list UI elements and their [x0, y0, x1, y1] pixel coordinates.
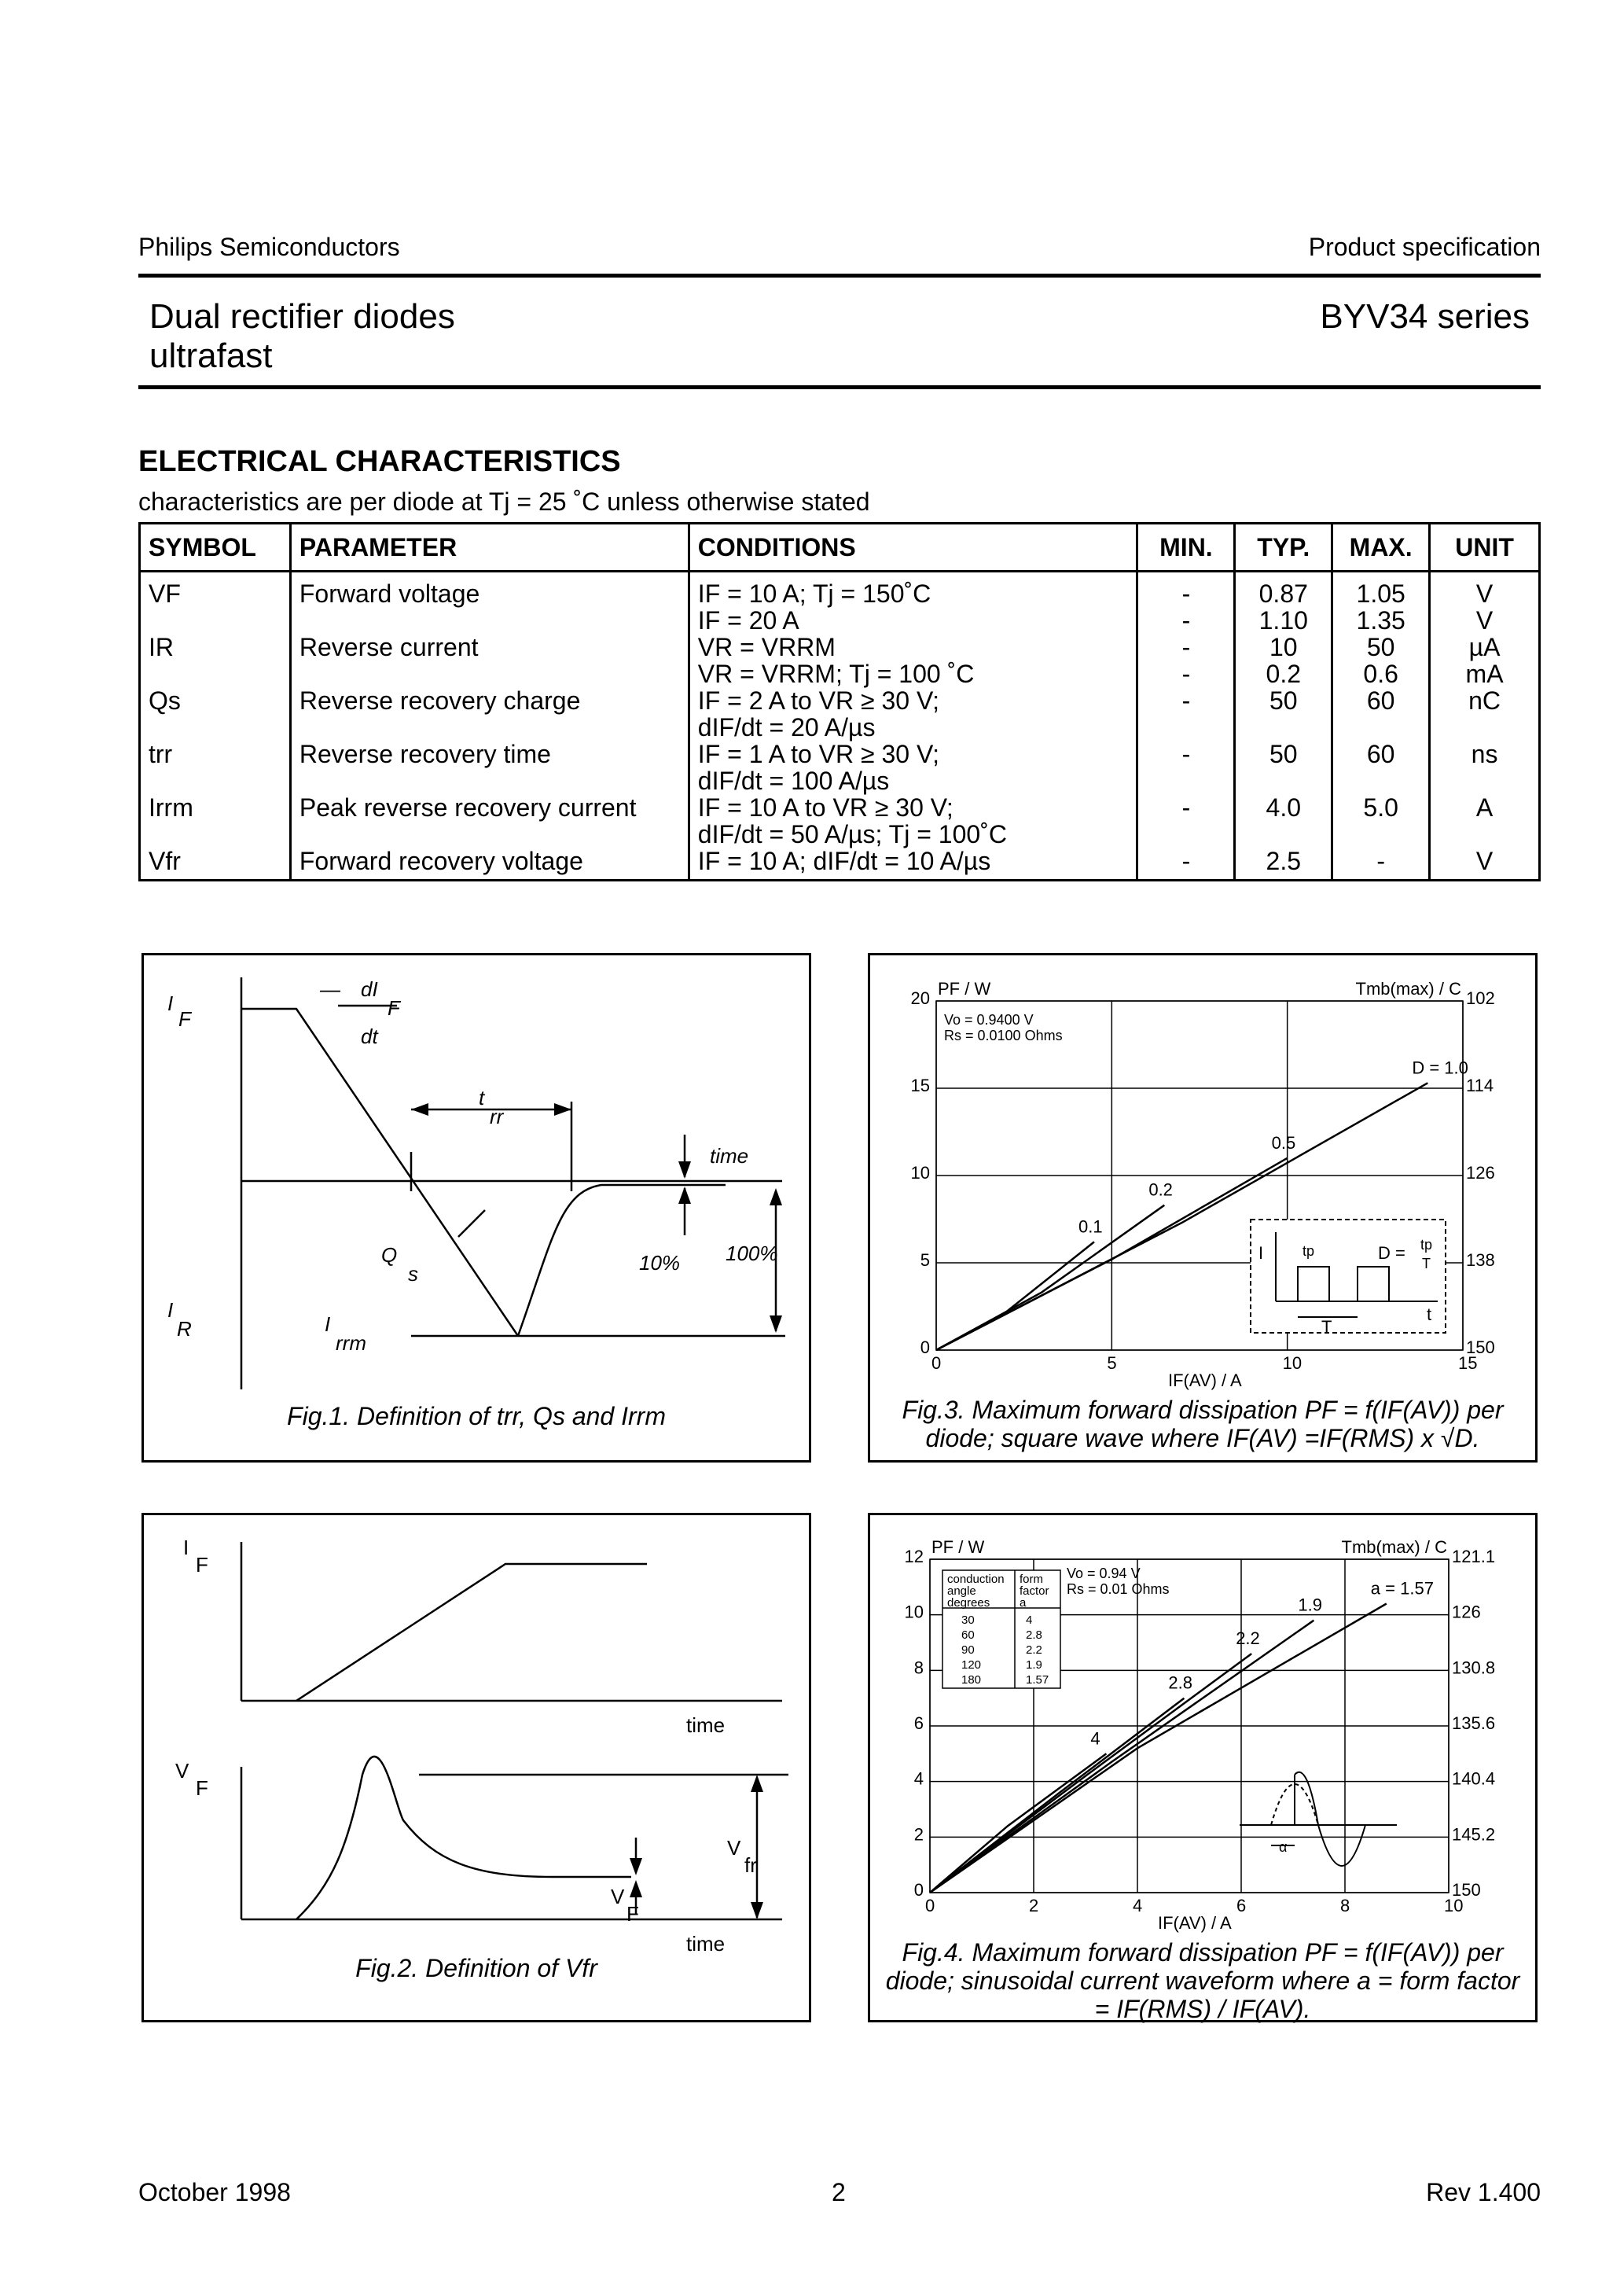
x-tick-label: 5 — [1107, 1353, 1117, 1373]
x-tick-label: 0 — [925, 1896, 935, 1915]
fig1-label-time: time — [710, 1144, 749, 1168]
cell-max: 60 — [1332, 741, 1430, 794]
fig2-label-vf-sub: F — [196, 1776, 208, 1800]
figure-1-panel — [141, 953, 811, 1463]
fig1-arrowhead — [770, 1188, 782, 1205]
series-label: a = 1.57 — [1370, 1578, 1434, 1599]
fig3-inset-time: t — [1427, 1304, 1432, 1324]
fig3-inset-tp-frac: tp — [1420, 1237, 1433, 1253]
fig2-caption: Fig.2. Definition of Vfr — [355, 1954, 597, 1982]
cell-min: - — [1137, 687, 1235, 741]
legend-cell: 4 — [1026, 1613, 1033, 1627]
chart-annotation: Vo = 0.94 V — [1067, 1566, 1141, 1581]
alpha-label: α — [1279, 1839, 1288, 1855]
fig1-current-recovery — [518, 1185, 726, 1336]
table-row — [140, 741, 1540, 794]
cell-max: 50 0.6 — [1332, 634, 1430, 687]
fig1-label-100pct: 100% — [726, 1242, 778, 1265]
fig1-label-minus: — — [320, 977, 340, 1001]
title-line-2: ultrafast — [149, 337, 273, 375]
cell-symbol: Irrm — [140, 794, 291, 848]
legend-header: form — [1020, 1573, 1043, 1586]
legend-cell: 90 — [961, 1643, 975, 1657]
fig4-caption: Fig.4. Maximum forward dissipation PF = f(IF(AV)) per diode; sinusoidal current waveform where a = form factor = IF(RMS) / IF(AV). — [885, 1938, 1520, 2023]
chart-annotation: Rs = 0.01 Ohms — [1067, 1581, 1170, 1597]
fig3-inset-d: D = — [1378, 1243, 1405, 1263]
table-row — [140, 687, 1540, 741]
fig1-label-irrm: I — [325, 1312, 331, 1336]
x-tick-label: 10 — [1444, 1896, 1464, 1915]
footer-rev: Rev 1.400 — [1426, 2178, 1541, 2206]
fig2-label-vfr: V — [727, 1836, 741, 1860]
y2-tick-label: 150 — [1466, 1337, 1495, 1357]
y2-tick-label: 102 — [1466, 988, 1495, 1008]
y-axis-label: PF / W — [938, 979, 991, 999]
y-tick-label: 12 — [904, 1547, 924, 1566]
y-tick-label: 8 — [913, 1658, 924, 1678]
y2-tick-label: 145.2 — [1452, 1824, 1496, 1845]
fig2-label-vf2-sub: F — [626, 1902, 639, 1926]
y2-tick-label: 138 — [1466, 1250, 1495, 1270]
fig1-label-dif-sub: F — [388, 996, 400, 1020]
cell-parameter: Reverse recovery time — [290, 741, 689, 794]
x-axis-label: IF(AV) / A — [1168, 1371, 1242, 1390]
cell-conditions: IF = 10 A to VR ≥ 30 V; dIF/dt = 50 A/µs; Tj = 100˚C — [689, 794, 1137, 848]
cell-conditions: IF = 2 A to VR ≥ 30 V; dIF/dt = 20 A/µs — [689, 687, 1137, 741]
y2-tick-label: 126 — [1466, 1163, 1495, 1183]
fig4-sine-solid — [1295, 1772, 1365, 1866]
cell-unit: A — [1430, 794, 1540, 848]
col-max: MAX. — [1332, 524, 1430, 572]
legend-cell: 1.9 — [1026, 1658, 1042, 1672]
fig1-current-fall — [241, 1009, 518, 1336]
fig1-label-qs-sub: s — [408, 1262, 418, 1286]
y2-tick-label: 121.1 — [1452, 1547, 1496, 1566]
y2-tick-label: 135.6 — [1452, 1713, 1496, 1733]
doc-type: Product specification — [1308, 233, 1541, 261]
chart-annotation: Vo = 0.9400 V — [944, 1012, 1034, 1028]
fig2-label-vfr-sub: fr — [744, 1853, 757, 1877]
y-tick-label: 4 — [913, 1768, 924, 1789]
legend-cell: 2.2 — [1026, 1643, 1042, 1657]
cell-parameter: Reverse current — [290, 634, 689, 687]
x-tick-label: 2 — [1029, 1896, 1039, 1915]
x-tick-label: 4 — [1133, 1896, 1143, 1915]
legend-cell: 180 — [961, 1673, 982, 1687]
top-rule — [138, 274, 1541, 278]
fig1-label-10pct: 10% — [639, 1251, 681, 1275]
y-tick-label: 15 — [910, 1076, 930, 1095]
cell-symbol: Vfr — [140, 848, 291, 881]
cell-max: - — [1332, 848, 1430, 881]
cell-unit: nC — [1430, 687, 1540, 741]
col-typ: TYP. — [1235, 524, 1332, 572]
legend-cell: 2.8 — [1026, 1628, 1042, 1642]
legend-cell: 1.57 — [1026, 1673, 1049, 1687]
footer-page: 2 — [832, 2178, 846, 2206]
cell-min: - - — [1137, 572, 1235, 635]
fig1-qs-leader — [458, 1227, 468, 1237]
cell-typ: 10 0.2 — [1235, 634, 1332, 687]
title-rule — [138, 385, 1541, 389]
legend-cell: 30 — [961, 1613, 975, 1627]
fig1-label-dif: dI — [361, 977, 378, 1001]
figure-3-panel — [868, 953, 1538, 1463]
col-parameter: PARAMETER — [290, 524, 689, 572]
footer-date: October 1998 — [138, 2178, 291, 2206]
fig2-label-vf: V — [175, 1759, 189, 1783]
cell-unit: ns — [1430, 741, 1540, 794]
cell-symbol: trr — [140, 741, 291, 794]
fig2-current-ramp — [296, 1564, 647, 1701]
chart-annotation: Rs = 0.0100 Ohms — [944, 1028, 1063, 1043]
fig2-label-vf2: V — [611, 1885, 625, 1908]
series-label: 1.9 — [1298, 1595, 1322, 1615]
cell-conditions: IF = 1 A to VR ≥ 30 V; dIF/dt = 100 A/µs — [689, 741, 1137, 794]
cell-max: 1.05 1.35 — [1332, 572, 1430, 635]
y-tick-label: 2 — [913, 1824, 924, 1845]
fig1-arrowhead — [678, 1187, 691, 1204]
y-tick-label: 0 — [920, 1337, 930, 1357]
y-tick-label: 20 — [910, 988, 930, 1008]
table-row — [140, 572, 1540, 635]
fig2-label-if: I — [183, 1536, 189, 1559]
fig1-label-if-sub: F — [178, 1007, 191, 1031]
cell-typ: 4.0 — [1235, 794, 1332, 848]
cell-conditions: VR = VRRM VR = VRRM; Tj = 100 ˚C — [689, 634, 1137, 687]
x-axis-label: IF(AV) / A — [1158, 1913, 1232, 1933]
fig1-diagram — [144, 955, 809, 1460]
cell-conditions: IF = 10 A; Tj = 150˚C IF = 20 A — [689, 572, 1137, 635]
series-label: D = 1.0 — [1412, 1058, 1468, 1078]
legend-header: angle — [947, 1584, 976, 1598]
series-label: 0.5 — [1271, 1132, 1296, 1153]
fig1-label-trr-sub: rr — [490, 1105, 504, 1128]
fig3-inset-t-frac: T — [1422, 1256, 1431, 1271]
company-name: Philips Semiconductors — [138, 233, 400, 261]
y2-axis-label: Tmb(max) / C — [1355, 979, 1461, 999]
legend-header: conduction — [947, 1573, 1005, 1586]
fig3-inset-tp: tp — [1303, 1243, 1315, 1259]
series-label: 0.2 — [1148, 1179, 1173, 1200]
fig2-arrowhead — [751, 1902, 763, 1919]
cell-min: - — [1137, 741, 1235, 794]
product-title — [149, 297, 455, 376]
y2-tick-label: 126 — [1452, 1602, 1481, 1622]
cell-max: 5.0 — [1332, 794, 1430, 848]
table-header-row — [140, 524, 1540, 572]
fig1-arrowhead — [678, 1161, 691, 1179]
cell-unit: V — [1430, 848, 1540, 881]
y2-tick-label: 130.8 — [1452, 1658, 1496, 1678]
cell-parameter: Peak reverse recovery current — [290, 794, 689, 848]
col-min: MIN. — [1137, 524, 1235, 572]
fig1-label-dt: dt — [361, 1025, 378, 1048]
fig2-label-time2: time — [686, 1932, 726, 1956]
cell-symbol: Qs — [140, 687, 291, 741]
fig3-chart — [870, 955, 1535, 1460]
legend-header: factor — [1020, 1584, 1049, 1598]
cell-min: - - — [1137, 634, 1235, 687]
cell-typ: 2.5 — [1235, 848, 1332, 881]
cell-typ: 50 — [1235, 687, 1332, 741]
figure-4-panel — [868, 1513, 1538, 2022]
fig4-legend-table — [942, 1570, 1287, 1855]
fig3-inset-t: T — [1321, 1317, 1332, 1337]
fig1-arrowhead — [554, 1103, 571, 1116]
y-tick-label: 6 — [913, 1713, 924, 1733]
x-tick-label: 0 — [931, 1353, 942, 1373]
table-row — [140, 848, 1540, 881]
fig2-label-time1: time — [686, 1713, 726, 1737]
col-unit: UNIT — [1430, 524, 1540, 572]
x-tick-label: 15 — [1458, 1353, 1478, 1373]
series-label: 2.8 — [1168, 1672, 1192, 1693]
cell-typ: 0.87 1.10 — [1235, 572, 1332, 635]
cell-min: - — [1137, 794, 1235, 848]
cell-typ: 50 — [1235, 741, 1332, 794]
cell-unit: V V — [1430, 572, 1540, 635]
fig4-sine-inset — [1240, 1772, 1397, 1866]
cell-min: - — [1137, 848, 1235, 881]
y2-tick-label: 140.4 — [1452, 1768, 1496, 1789]
fig3-inset-box — [1251, 1220, 1446, 1333]
legend-header: degrees — [947, 1596, 990, 1610]
y2-tick-label: 114 — [1466, 1076, 1494, 1095]
fig2-voltage-curve — [296, 1757, 631, 1919]
fig1-label-ir-sub: R — [177, 1317, 192, 1341]
cell-parameter: Reverse recovery charge — [290, 687, 689, 741]
y-tick-label: 0 — [913, 1880, 924, 1900]
x-tick-label: 10 — [1282, 1353, 1303, 1373]
y2-axis-label: Tmb(max) / C — [1341, 1537, 1447, 1557]
cell-conditions: IF = 10 A; dIF/dt = 10 A/µs — [689, 848, 1137, 881]
y-tick-label: 10 — [904, 1602, 924, 1622]
cell-parameter: Forward recovery voltage — [290, 848, 689, 881]
y-axis-label: PF / W — [931, 1537, 985, 1557]
table-row — [140, 634, 1540, 687]
x-tick-label: 8 — [1340, 1896, 1350, 1915]
fig1-label-trr: t — [479, 1086, 485, 1109]
col-conditions: CONDITIONS — [689, 524, 1137, 572]
fig2-arrowhead — [630, 1880, 642, 1897]
fig1-label-ir: I — [167, 1298, 174, 1322]
title-line-1: Dual rectifier diodes — [149, 297, 455, 336]
cell-parameter: Forward voltage — [290, 572, 689, 635]
series-name: BYV34 series — [1320, 297, 1530, 336]
electrical-characteristics-table — [138, 522, 1541, 881]
y-tick-label: 5 — [920, 1250, 930, 1270]
table-row — [140, 794, 1540, 848]
series-line — [936, 1242, 1094, 1350]
legend-cell: 120 — [961, 1658, 982, 1672]
x-tick-label: 6 — [1236, 1896, 1247, 1915]
legend-header: a — [1020, 1596, 1027, 1610]
cell-max: 60 — [1332, 687, 1430, 741]
section-note: characteristics are per diode at Tj = 25 ˚C unless otherwise stated — [138, 488, 870, 516]
fig1-arrowhead — [411, 1103, 428, 1116]
y2-tick-label: 150 — [1452, 1880, 1481, 1900]
fig1-arrowhead — [770, 1315, 782, 1333]
fig3-inset — [1251, 1220, 1446, 1333]
fig2-arrowhead — [630, 1858, 642, 1875]
section-heading: ELECTRICAL CHARACTERISTICS — [138, 445, 621, 478]
fig1-caption: Fig.1. Definition of trr, Qs and Irrm — [287, 1402, 666, 1430]
fig2-diagram — [144, 1515, 809, 2020]
series-label: 4 — [1090, 1728, 1100, 1749]
fig2-label-if-sub: F — [196, 1553, 208, 1577]
legend-cell: 60 — [961, 1628, 975, 1642]
fig2-arrowhead — [751, 1775, 763, 1792]
fig1-label-if: I — [167, 992, 174, 1015]
fig1-label-qs: Q — [381, 1243, 398, 1267]
fig1-label-irrm-sub: rrm — [336, 1331, 366, 1355]
series-label: 0.1 — [1078, 1216, 1103, 1237]
fig3-inset-i: I — [1258, 1243, 1264, 1263]
fig3-caption: Fig.3. Maximum forward dissipation PF = f(IF(AV)) per diode; square wave where IF(AV) =IF(RMS) x √D. — [902, 1396, 1504, 1452]
cell-symbol: IR — [140, 634, 291, 687]
cell-unit: µA mA — [1430, 634, 1540, 687]
series-label: 2.2 — [1236, 1628, 1260, 1649]
y-tick-label: 10 — [910, 1163, 930, 1183]
figure-2-panel — [141, 1513, 811, 2022]
col-symbol: SYMBOL — [140, 524, 291, 572]
cell-symbol: VF — [140, 572, 291, 635]
